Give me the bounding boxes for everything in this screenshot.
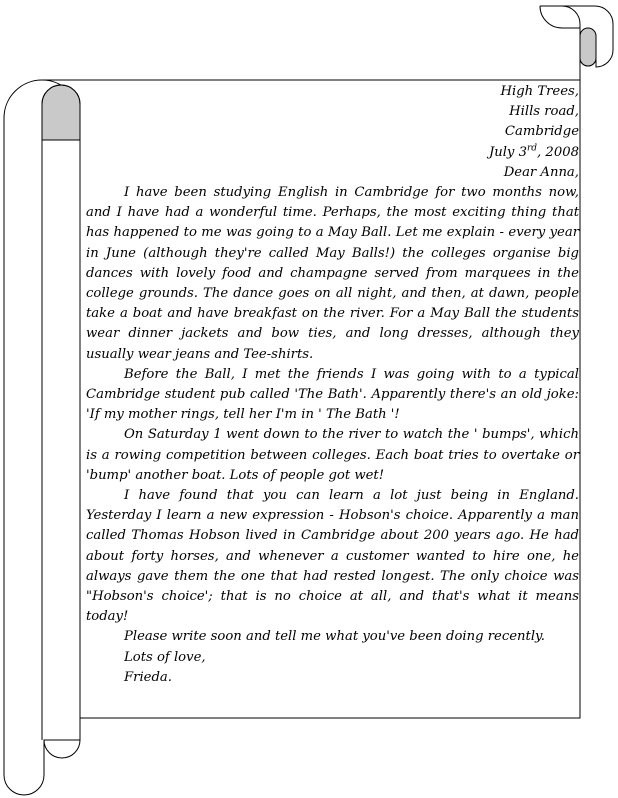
left-curl-shadow: [42, 85, 80, 140]
closing: Lots of love,: [124, 649, 206, 665]
letter-body: [86, 82, 579, 688]
letter-date: [86, 143, 579, 163]
paragraph-1: I have been studying English in Cambridge for two months now, and I have had a wonderful time. Perhaps, the most exciting thing that has happened to me was going to a May Ball. Let me explain - every year in June (although they're called May Balls!) the colleges organise big dances with lovely food and champagne served from marquees in the college grounds. The dance goes on all night, and then, at dawn, people take a boat and have breakfast on the river. For a May Ball the students wear dinner jackets and bow ties, and long dresses, although they usually wear jeans and Tee-shirts.: [86, 185, 579, 362]
address-line-1: High Trees,: [500, 84, 579, 99]
paragraph-2: Before the Ball, I met the friends I was going with to a typical Cambridge student pub called 'The Bath'. Apparently there's an old joke: 'If my mother rings, tell her I'm in ' The Bath '!: [86, 366, 579, 423]
paragraph-4: I have found that you can learn a lot just being in England. Yesterday I learn a new expression - Hobson's choice. Apparently a man called Thomas Hobson lived in Cambridge about 200 years ago. He had about forty horses, and whenever a customer wanted to hire one, he always gave them the one that had rested longest. The only choice was "Hobson's choice'; that is no choice at all, and that's what it means today!: [86, 488, 579, 625]
signature: Frieda.: [124, 669, 172, 685]
top-curl-shadow: [580, 28, 596, 66]
paragraph-3: On Saturday 1 went down to the river to watch the ' bumps', which is a rowing competition between colleges. Each boat tries to overtake or 'bump' another boat. Lots of people got wet!: [86, 427, 579, 483]
address-line-2: Hills road,: [509, 104, 579, 120]
date-year: , 2008: [537, 144, 579, 160]
top-scroll-curl: [540, 6, 613, 67]
date-ordinal: rd: [526, 143, 538, 154]
date-month-day: July 3: [488, 144, 527, 160]
paragraph-5: Please write soon and tell me what you've been doing recently.: [124, 629, 545, 645]
address-line-3: Cambridge: [504, 124, 579, 140]
greeting: Dear Anna,: [503, 164, 579, 180]
